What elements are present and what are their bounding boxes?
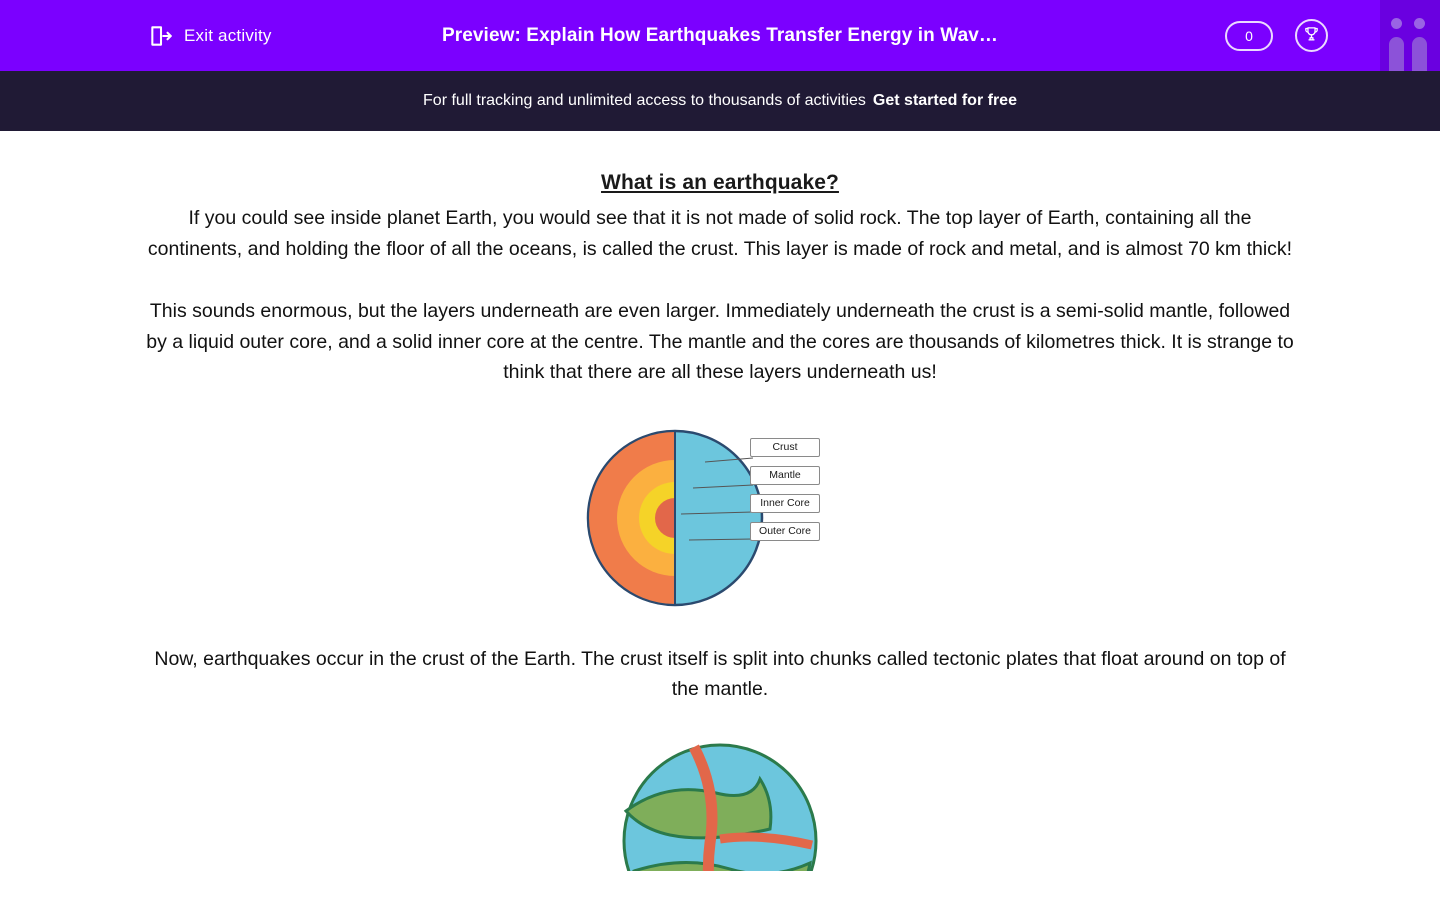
get-started-link[interactable]: Get started for free <box>872 92 1017 109</box>
page-title: Preview: Explain How Earthquakes Transfer Energy in Wav… <box>441 24 999 46</box>
exit-activity-label: Exit activity <box>184 25 272 45</box>
activity-content <box>0 131 1440 900</box>
trophy-icon <box>1303 25 1320 47</box>
exit-arrow-icon <box>148 23 174 49</box>
label-inner-core: Inner Core <box>750 494 820 513</box>
avatar-head-right <box>1414 18 1425 29</box>
earth-cross-section-diagram <box>585 428 855 608</box>
avatar-figure-left <box>1389 37 1404 71</box>
top-bar <box>0 0 1440 71</box>
trophy-button[interactable] <box>1295 19 1328 52</box>
exit-activity-button[interactable] <box>148 23 272 49</box>
lesson-paragraph-3: Now, earthquakes occur in the crust of the Earth. The crust itself is split into chunks called tectonic plates that float around on top of the mantle. <box>154 647 1286 700</box>
avatar-head-left <box>1391 18 1402 29</box>
promo-banner <box>0 71 1440 131</box>
lesson-paragraph-1: If you could see inside planet Earth, you would see that it is not made of solid rock. The top layer of Earth, containing all the continents, and holding the floor of all the oceans, is called the crust. This layer is made of rock and metal, and is almost 70 km thick! <box>147 207 1293 260</box>
lesson-heading: What is an earthquake? <box>601 171 839 194</box>
topbar-right-controls <box>1225 0 1440 71</box>
label-mantle: Mantle <box>750 466 820 485</box>
label-outer-core: Outer Core <box>750 522 820 541</box>
tectonic-plates-globe-diagram <box>620 741 820 871</box>
avatar-figure-right <box>1412 37 1427 71</box>
earth-diagram-labels <box>750 438 820 541</box>
score-badge[interactable]: 0 <box>1225 21 1273 51</box>
label-crust: Crust <box>750 438 820 457</box>
lesson-paragraph-2: This sounds enormous, but the layers underneath are even larger. Immediately underneath the crust is a semi-solid mantle, followed by a liquid outer core, and a solid inner core at the centre. The mantle and the cores are thousands of kilometres thick. It is strange to think that there are all these layers underneath us! <box>146 300 1294 383</box>
avatar[interactable] <box>1380 0 1440 71</box>
promo-text: For full tracking and unlimited access to thousands of activities <box>423 92 866 109</box>
